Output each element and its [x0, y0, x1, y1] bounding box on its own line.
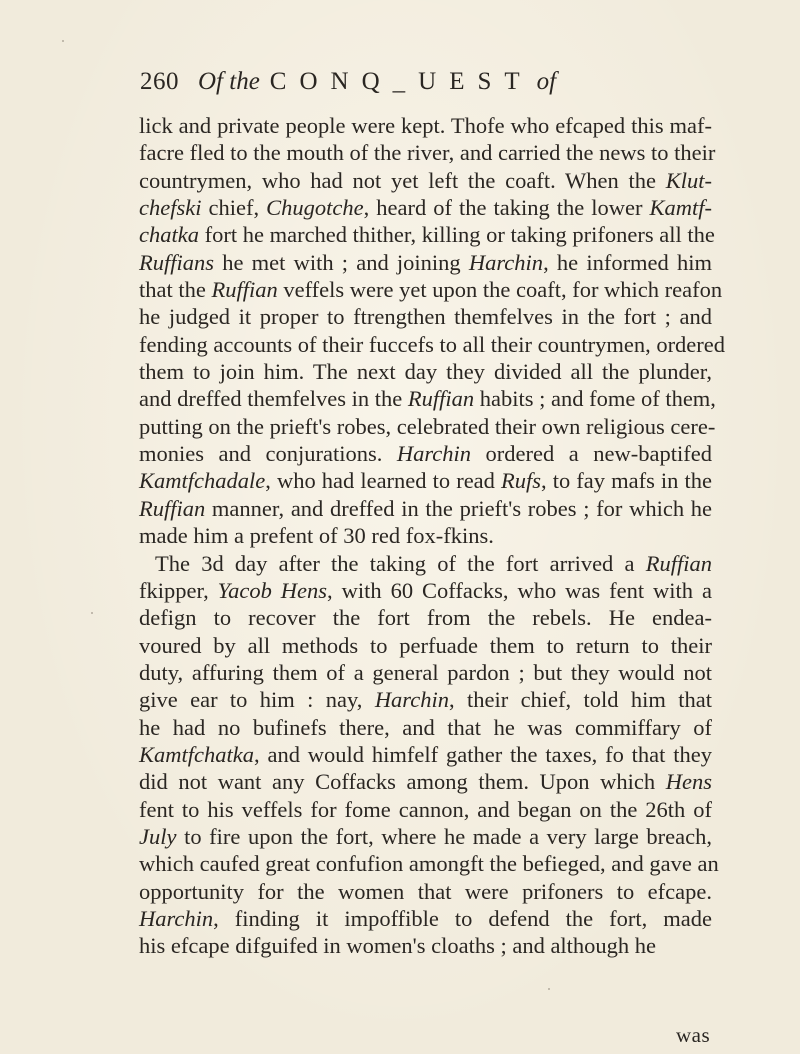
text-line: [139, 413, 716, 440]
page-number: 260: [140, 68, 179, 95]
text-line: [139, 331, 726, 358]
text-segment: to fire upon the fort, where he made a very large breach,: [176, 823, 712, 849]
text-segment: he judged it proper to ftrengthen themfelves in the fort ; and: [139, 304, 712, 330]
text-segment: give ear to him : nay,: [139, 687, 375, 713]
text-line: [139, 878, 712, 905]
text-segment: countrymen, who had not yet left the coaft. When the: [139, 167, 666, 193]
text-segment: fending accounts of their fuccefs to all their countrymen, ordered: [139, 331, 726, 357]
italic-text: Ruffians: [139, 249, 215, 275]
text-line: [139, 221, 715, 248]
text-segment: ordered a new-baptifed: [471, 441, 712, 467]
italic-text: Harchin: [468, 249, 544, 275]
text-segment: putting on the prieft's robes, celebrated their own religious cere-: [139, 413, 716, 439]
text-segment: facre fled to the mouth of the river, and carried the news to their: [139, 140, 716, 166]
text-line: [139, 276, 723, 303]
text-line: [139, 659, 712, 686]
text-segment: duty, affuring them of a general pardon ; but they would not: [139, 659, 712, 685]
text-segment: The 3d day after the taking of the fort arrived a: [155, 550, 646, 576]
text-line: [139, 249, 712, 276]
text-segment: , with 60 Coffacks, who was fent with a: [327, 577, 712, 603]
text-segment: defign to recover the fort from the rebels. He endea-: [139, 605, 712, 631]
text-line: [139, 796, 712, 823]
text-segment: habits ; and fome of them,: [474, 386, 716, 412]
text-line: [139, 467, 712, 494]
text-segment: that the: [139, 277, 212, 303]
text-line: [139, 686, 712, 713]
text-segment: , finding it impoffible to defend the fort, made: [213, 905, 712, 931]
text-line: [139, 167, 712, 194]
text-segment: , and would himfelf gather the taxes, fo that they: [253, 741, 712, 767]
text-segment: , to fay mafs in the: [541, 468, 712, 494]
text-segment: his efcape difguifed in women's cloaths ; and although he: [139, 933, 657, 959]
text-segment: fort he marched thither, killing or taking prifoners all the: [198, 222, 715, 248]
text-line: [139, 741, 712, 768]
italic-text: Harchin: [396, 441, 472, 467]
italic-text: Harchin: [374, 687, 449, 713]
text-line: [139, 385, 716, 412]
text-segment: chief,: [201, 195, 267, 221]
text-segment: lick and private people were kept. Thofe who efcaped this maf-: [139, 113, 712, 138]
text-line: [139, 440, 712, 467]
italic-text: Yacob Hens: [217, 577, 328, 603]
text-segment: , who had learned to read: [265, 468, 501, 494]
text-line: [139, 495, 712, 522]
text-line: [139, 139, 716, 166]
text-segment: he met with ; and joining: [214, 249, 469, 275]
text-line: [139, 932, 712, 959]
text-line: [139, 604, 712, 631]
text-segment: voured by all methods to perfuade them to return to their: [139, 632, 712, 658]
text-segment: opportunity for the women that were prifoners to efcape.: [139, 878, 712, 904]
running-head-word: the: [229, 68, 260, 95]
italic-text: Kamtf-: [649, 195, 713, 221]
text-line: [139, 522, 712, 549]
text-segment: , their chief, told him that: [448, 687, 713, 713]
italic-text: Chugotche: [266, 195, 364, 221]
text-segment: he had no bufinefs there, and that he was commiffary of: [139, 714, 712, 740]
running-head: [198, 68, 556, 96]
body-text: [139, 112, 726, 960]
italic-text: Ruffian: [407, 386, 475, 412]
text-segment: did not want any Coffacks among them. Upon which: [139, 769, 666, 795]
text-line: [139, 194, 712, 221]
text-line: [139, 823, 712, 850]
text-segment: and dreffed themfelves in the: [139, 386, 408, 412]
catchword: was: [676, 1023, 711, 1047]
italic-text: Harchin: [139, 905, 214, 931]
text-segment: , heard of the taking the lower: [363, 195, 650, 221]
text-line: [139, 577, 712, 604]
italic-text: Kamtfchatka: [139, 741, 254, 767]
text-line: [139, 550, 712, 577]
italic-text: Rufs: [501, 468, 542, 494]
text-segment: which caufed great confufion amongft the befieged, and gave an: [139, 851, 719, 877]
text-segment: fent to his veffels for fome cannon, and began on the 26th of: [139, 796, 712, 822]
text-line: [139, 358, 712, 385]
text-segment: made him a prefent of 30 red fox-fkins.: [139, 523, 494, 549]
running-head-word: of: [536, 68, 557, 95]
italic-text: chatka: [139, 222, 199, 248]
text-segment: fkipper,: [139, 577, 218, 603]
running-head-title: CONQ_UEST: [269, 68, 533, 95]
text-segment: them to join him. The next day they divided all the plunder,: [139, 359, 712, 385]
text-line: [139, 850, 719, 877]
text-segment: veffels were yet upon the coaft, for which reafon: [277, 277, 723, 303]
text-line: [139, 632, 712, 659]
text-line: [139, 905, 712, 932]
italic-text: July: [139, 823, 177, 849]
page-header: [140, 68, 740, 104]
italic-text: Hens: [665, 769, 712, 795]
text-line: [139, 768, 712, 795]
italic-text: Kamtfchadale: [139, 468, 266, 494]
text-segment: manner, and dreffed in the prieft's robes ; for which he: [205, 495, 712, 521]
italic-text: Ruffian: [211, 277, 278, 303]
text-segment: monies and conjurations.: [139, 441, 397, 467]
running-head-word: Of: [198, 68, 223, 95]
italic-text: chefski: [139, 195, 202, 221]
text-line: [139, 112, 712, 139]
italic-text: Ruffian: [139, 495, 206, 521]
italic-text: Klut-: [665, 167, 712, 193]
text-segment: , he informed him: [543, 249, 713, 275]
italic-text: Ruffian: [645, 550, 712, 576]
text-line: [139, 303, 712, 330]
text-line: [139, 714, 712, 741]
